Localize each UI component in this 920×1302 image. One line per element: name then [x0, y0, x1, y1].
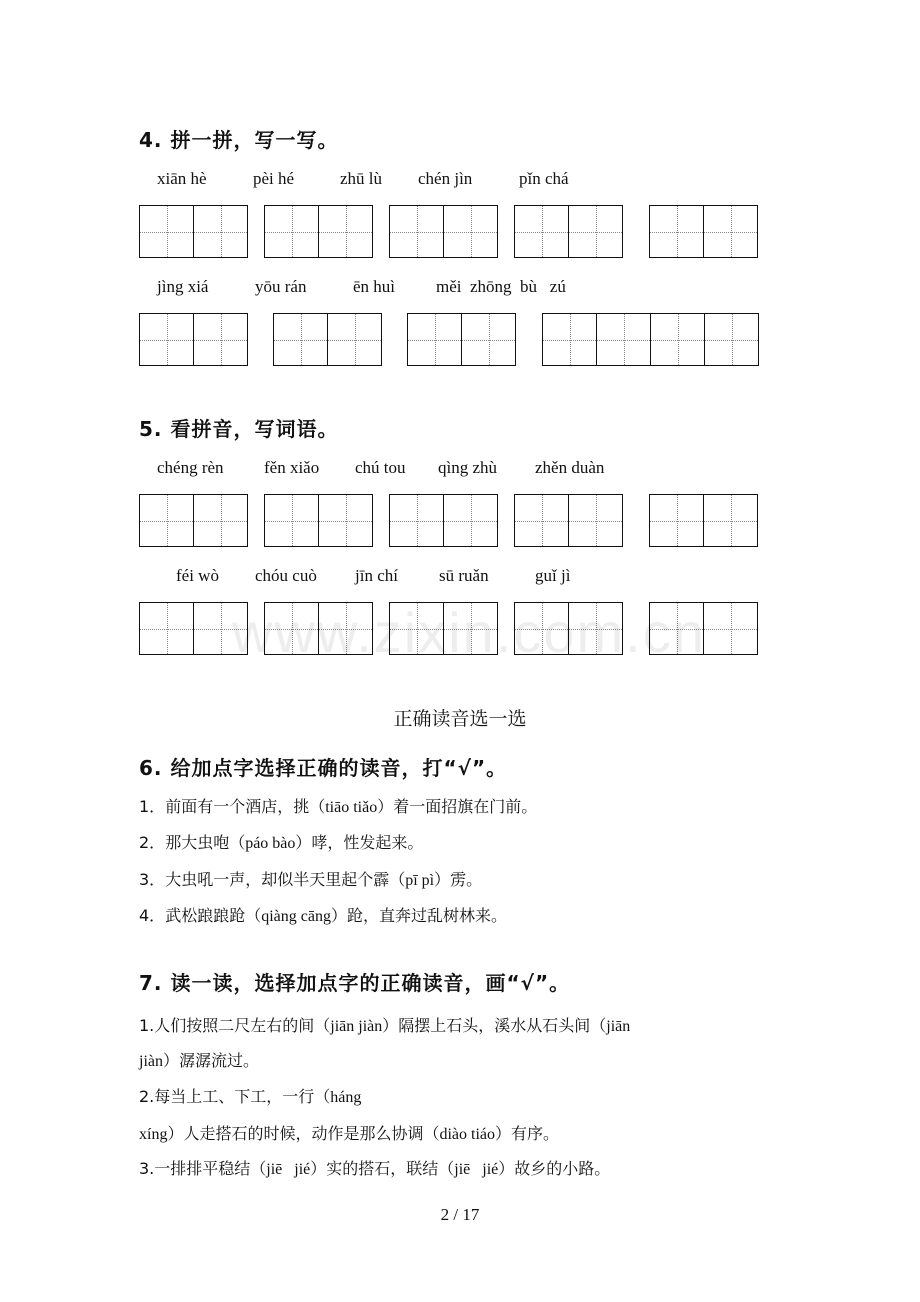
- pinyin-label: chén jìn: [418, 169, 473, 188]
- writing-box[interactable]: [649, 494, 758, 547]
- item-text: ）故乡的小路。: [498, 1159, 611, 1178]
- pinyin-label: měi zhōng bù zú: [436, 277, 566, 296]
- writing-box[interactable]: [514, 205, 623, 258]
- question-7-line: [139, 1121, 559, 1144]
- question-7-title: 7. 读一读，选择加点字的正确读音，画“√”。: [139, 971, 571, 995]
- writing-box[interactable]: [139, 494, 248, 547]
- pinyin-options[interactable]: qiàng cāng: [261, 908, 331, 925]
- pinyin-label: yōu rán: [255, 277, 307, 296]
- pinyin-options[interactable]: páo bào: [245, 835, 296, 852]
- pinyin-options[interactable]: háng: [330, 1089, 362, 1106]
- pinyin-label: jīn chí: [355, 566, 398, 585]
- item-text: ）实的搭石，联结（: [310, 1159, 455, 1178]
- item-text: 那大虫咆（: [165, 833, 246, 852]
- item-text: 1.人们按照二尺左右的间（: [139, 1016, 331, 1035]
- question-6-item: [139, 830, 423, 853]
- pinyin-label: ēn huì: [353, 277, 396, 296]
- question-6-item: [139, 903, 507, 926]
- writing-box[interactable]: [649, 205, 758, 258]
- writing-box[interactable]: [264, 205, 373, 258]
- item-text: ）有序。: [495, 1124, 560, 1143]
- question-6-item: [139, 867, 482, 890]
- pinyin-label: xiān hè: [157, 169, 207, 188]
- writing-box[interactable]: [407, 313, 516, 366]
- item-text: 2.每当上工、下工，一行（: [139, 1087, 331, 1106]
- pinyin-label: pǐn chá: [519, 169, 569, 188]
- question-6-item: [139, 794, 537, 817]
- pinyin-options[interactable]: jiē jié: [266, 1161, 311, 1178]
- pinyin-label: féi wò: [176, 566, 219, 585]
- pinyin-label: zhū lù: [340, 169, 383, 188]
- pinyin-label: qìng zhù: [438, 458, 498, 477]
- item-text: ）潺潺流过。: [163, 1051, 260, 1070]
- writing-box[interactable]: [389, 494, 498, 547]
- pinyin-label: fěn xiǎo: [264, 458, 320, 477]
- pinyin-options[interactable]: pī pì: [405, 872, 435, 889]
- pinyin-options[interactable]: jiān: [606, 1018, 631, 1035]
- pinyin-label: chóu cuò: [255, 566, 317, 585]
- writing-box[interactable]: [139, 205, 248, 258]
- question-6-title: 6. 给加点字选择正确的读音，打“√”。: [139, 756, 508, 780]
- pinyin-label: chéng rèn: [157, 458, 224, 477]
- pinyin-label: guǐ jì: [535, 566, 571, 585]
- question-7-line: [139, 1013, 630, 1036]
- pinyin-label: sū ruǎn: [439, 566, 489, 585]
- item-number: 1．: [139, 797, 166, 816]
- item-text: 3.一排排平稳结（: [139, 1159, 267, 1178]
- item-text: 前面有一个酒店，挑（: [165, 797, 326, 816]
- pinyin-options[interactable]: diào tiáo: [439, 1126, 496, 1143]
- pinyin-options[interactable]: xíng: [139, 1126, 168, 1143]
- item-text: ）隔摆上石头，溪水从石头间（: [382, 1016, 607, 1035]
- writing-box[interactable]: [273, 313, 382, 366]
- item-text: 大虫吼一声，却似半天里起个霹（: [165, 870, 406, 889]
- pinyin-label: pèi hé: [253, 169, 295, 188]
- question-7-line: [139, 1048, 259, 1071]
- pinyin-options[interactable]: jiē jié: [454, 1161, 499, 1178]
- question-7-line: [139, 1084, 361, 1107]
- pinyin-options[interactable]: tiāo tiǎo: [325, 799, 378, 816]
- item-text: 武松踉踉跄（: [165, 906, 262, 925]
- writing-box[interactable]: [542, 313, 759, 366]
- writing-box[interactable]: [264, 494, 373, 547]
- item-text: ）跄，直奔过乱树林来。: [330, 906, 507, 925]
- question-4-title: 4. 拼一拼，写一写。: [139, 128, 339, 152]
- pinyin-options[interactable]: jiān jiàn: [330, 1018, 383, 1035]
- writing-box[interactable]: [139, 313, 248, 366]
- page-number: 2 / 17: [440, 1205, 480, 1224]
- pinyin-label: zhěn duàn: [535, 458, 605, 477]
- question-5-title: 5. 看拼音，写词语。: [139, 417, 339, 441]
- item-number: 3．: [139, 870, 166, 889]
- item-number: 2．: [139, 833, 166, 852]
- item-text: ）哮，性发起来。: [295, 833, 424, 852]
- item-number: 4．: [139, 906, 166, 925]
- item-text: ）雳。: [434, 870, 483, 889]
- question-7-line: [139, 1156, 610, 1179]
- item-text: ）人走搭石的时候，动作是那么协调（: [167, 1124, 440, 1143]
- watermark: www.zixin.com.cn: [232, 601, 706, 664]
- section-title: 正确读音选一选: [393, 708, 527, 730]
- pinyin-label: jìng xiá: [157, 277, 209, 296]
- pinyin-label: chú tou: [355, 458, 406, 477]
- pinyin-options[interactable]: jiàn: [139, 1053, 163, 1070]
- item-text: ）着一面招旗在门前。: [377, 797, 538, 816]
- writing-box[interactable]: [514, 494, 623, 547]
- writing-box[interactable]: [389, 205, 498, 258]
